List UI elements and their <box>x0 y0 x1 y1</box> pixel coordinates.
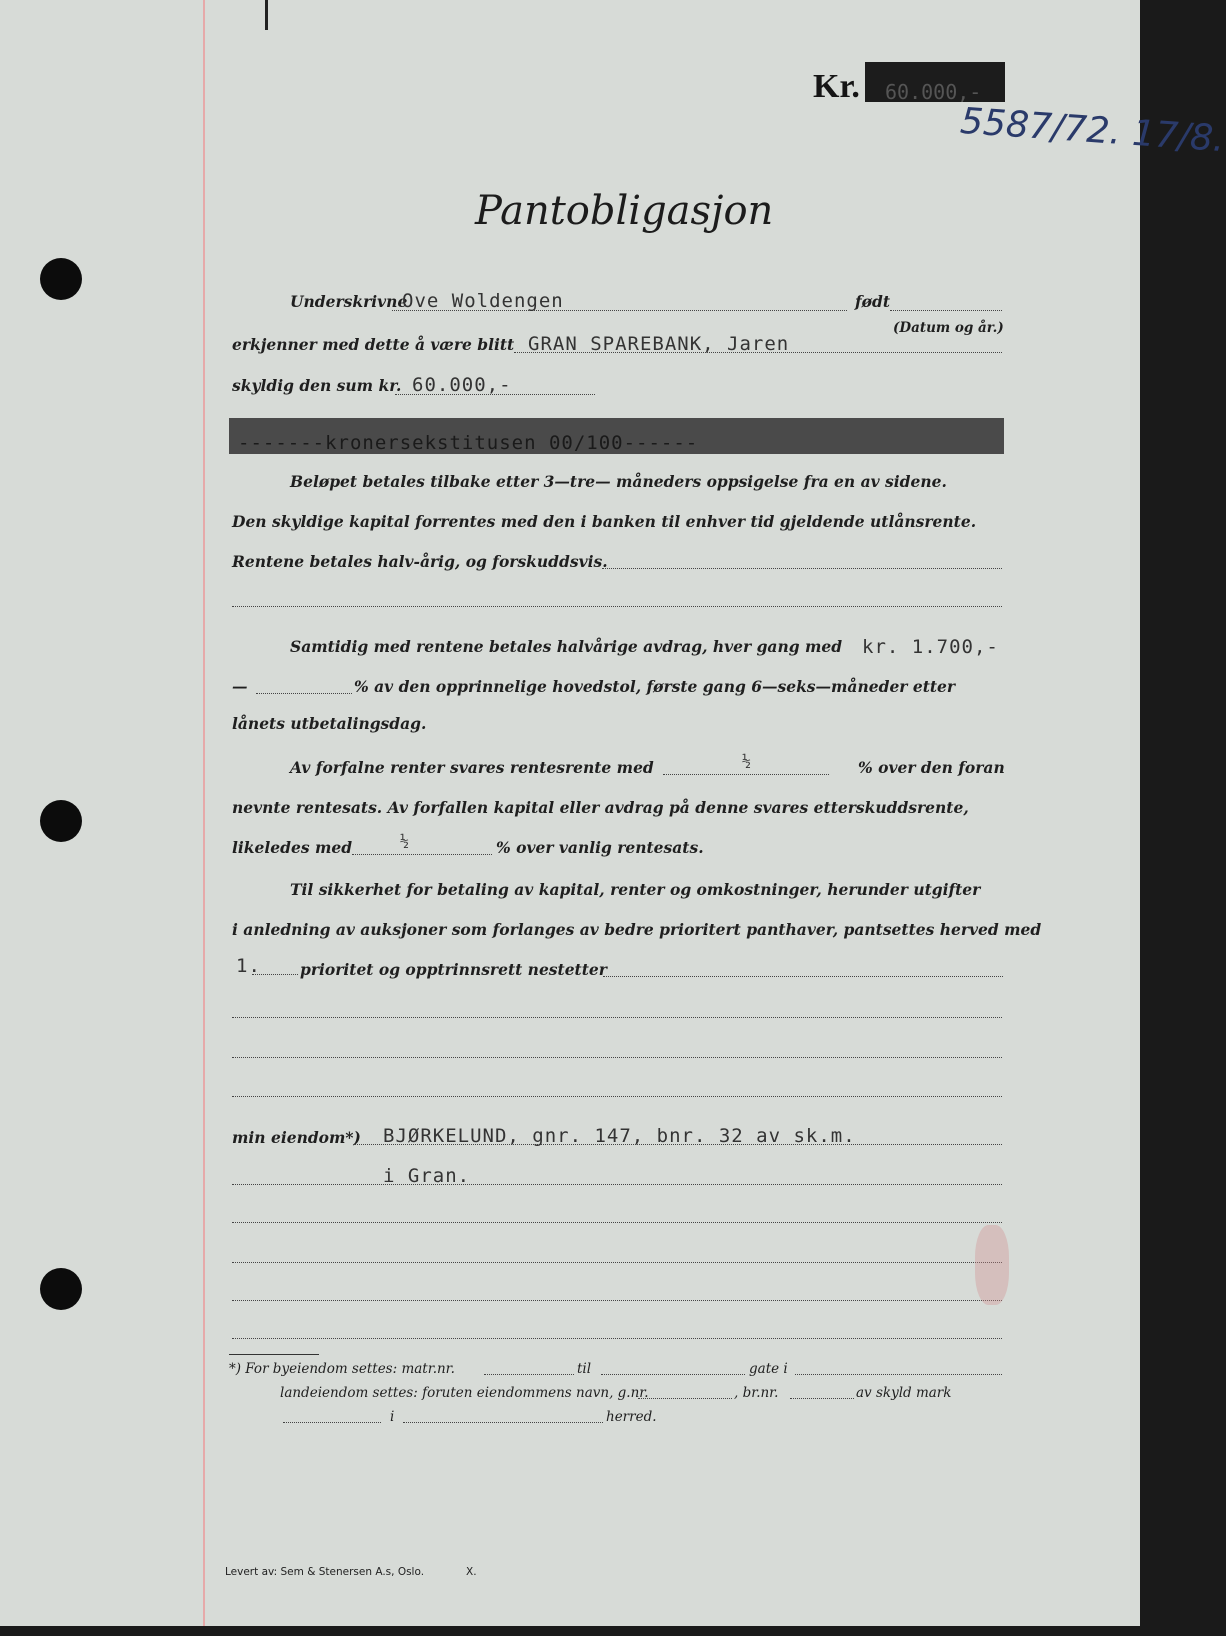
dotted-line <box>890 310 1002 311</box>
amount-value: 60.000,- <box>885 80 982 104</box>
sum-label: skyldig den sum kr. <box>232 376 402 395</box>
dotted-line <box>232 1017 1002 1018</box>
paragraph-security-line3: prioritet og opptrinnsrett nestetter <box>300 960 607 979</box>
undersigned-label: Underskrivne <box>290 292 408 311</box>
paragraph-installments-cont: % av den opprinnelige hovedstol, første gang 6—seks—måneder etter <box>354 677 956 696</box>
property-label: min eiendom*) <box>232 1128 361 1147</box>
dotted-line <box>352 854 492 855</box>
creditor-label: erkjenner med dette å være blitt <box>232 335 515 354</box>
amount-label: Kr. <box>813 68 860 105</box>
dotted-line <box>256 693 352 694</box>
dotted-line <box>283 1422 381 1423</box>
paragraph-security: Til sikkerhet for betaling av kapital, renter og omkostninger, herunder utgifter <box>290 880 981 899</box>
dotted-line <box>232 1222 1002 1223</box>
paragraph-interest: Den skyldige kapital forrentes med den i banken til enhver tid gjeldende utlånsrente. <box>232 512 977 531</box>
born-label: født <box>855 292 891 311</box>
priority-value: 1. <box>236 955 261 977</box>
handwritten-reference: 5587/72. 17/8. <box>958 100 1226 161</box>
footnote-city-label: *) For byeiendom settes: matr.nr. <box>229 1361 455 1377</box>
paragraph-repayment: Beløpet betales tilbake etter 3—tre— måneders oppsigelse fra en av sidene. <box>290 472 947 491</box>
paragraph-default-interest-line3: likeledes med <box>232 838 353 857</box>
sum-value: 60.000,- <box>412 374 512 396</box>
paragraph-default-interest: Av forfalne renter svares rentesrente med <box>290 758 654 777</box>
dotted-line <box>638 1398 732 1399</box>
dotted-line <box>484 1374 574 1375</box>
footnote-to-label: til <box>577 1361 592 1377</box>
installment-value: kr. 1.700,- <box>862 636 999 658</box>
printer-mark: X. <box>466 1566 477 1578</box>
dotted-line <box>603 976 1003 977</box>
paragraph-interest-terms: Rentene betales halv-årig, og forskuddsvis. <box>232 552 608 571</box>
undersigned-value: Ove Woldengen <box>402 290 564 312</box>
default-interest-value: ½ <box>742 752 753 770</box>
ink-stain <box>975 1225 1009 1305</box>
punch-hole-bottom <box>40 1268 82 1310</box>
dotted-line <box>232 606 1002 607</box>
dotted-line <box>795 1374 1002 1375</box>
dotted-line <box>663 774 829 775</box>
footnote-mark-label: av skyld mark <box>856 1385 952 1401</box>
document-title: Pantobligasjon <box>475 188 774 234</box>
footnote-rule <box>229 1354 319 1355</box>
dotted-line <box>232 1184 1002 1185</box>
punch-hole-top <box>40 258 82 300</box>
footnote-street-label: gate i <box>749 1361 788 1377</box>
dotted-line <box>232 1300 1002 1301</box>
default-capital-value: ½ <box>400 832 411 850</box>
margin-line <box>203 0 205 1626</box>
footnote-county-label: herred. <box>606 1409 657 1425</box>
paragraph-security-line2: i anledning av auksjoner som forlanges av bedre prioritert panthaver, pantsettes herved med <box>232 920 1042 939</box>
property-line-2: i Gran. <box>383 1165 471 1187</box>
punch-hole-middle <box>40 800 82 842</box>
dotted-line <box>232 1262 1002 1263</box>
footnote-brnr-label: , br.nr. <box>734 1385 779 1401</box>
paragraph-default-interest-cont: % over den foran <box>858 758 1005 777</box>
property-line-1: BJØRKELUND, gnr. 147, bnr. 32 av sk.m. <box>383 1125 856 1147</box>
sum-words: -------kronersekstitusen 00/100------ <box>238 432 699 454</box>
paragraph-default-interest-line2: nevnte rentesats. Av forfallen kapital eller avdrag på denne svares etterskuddsrente, <box>232 798 969 817</box>
footnote-in-label: i <box>390 1409 395 1425</box>
dotted-line <box>790 1398 854 1399</box>
paragraph-default-interest-end: % over vanlig rentesats. <box>496 838 704 857</box>
footnote-rural-label: landeiendom settes: foruten eiendommens navn, g.nr. <box>280 1385 649 1401</box>
paragraph-installments: Samtidig med rentene betales halvårige avdrag, hver gang med <box>290 637 843 656</box>
dotted-line <box>232 1057 1002 1058</box>
dotted-line <box>601 1374 745 1375</box>
paragraph-installments-end: lånets utbetalingsdag. <box>232 714 427 733</box>
dotted-line <box>232 1338 1002 1339</box>
creditor-value: GRAN SPAREBANK, Jaren <box>528 333 790 355</box>
top-mark <box>265 0 268 30</box>
dotted-line <box>252 974 298 975</box>
dotted-line <box>403 1422 603 1423</box>
dotted-line <box>232 1096 1002 1097</box>
dotted-line <box>602 568 1002 569</box>
installment-dash: — <box>232 677 248 696</box>
born-hint: (Datum og år.) <box>893 320 1004 336</box>
printer-credit: Levert av: Sem & Stenersen A.s, Oslo. <box>225 1566 425 1578</box>
